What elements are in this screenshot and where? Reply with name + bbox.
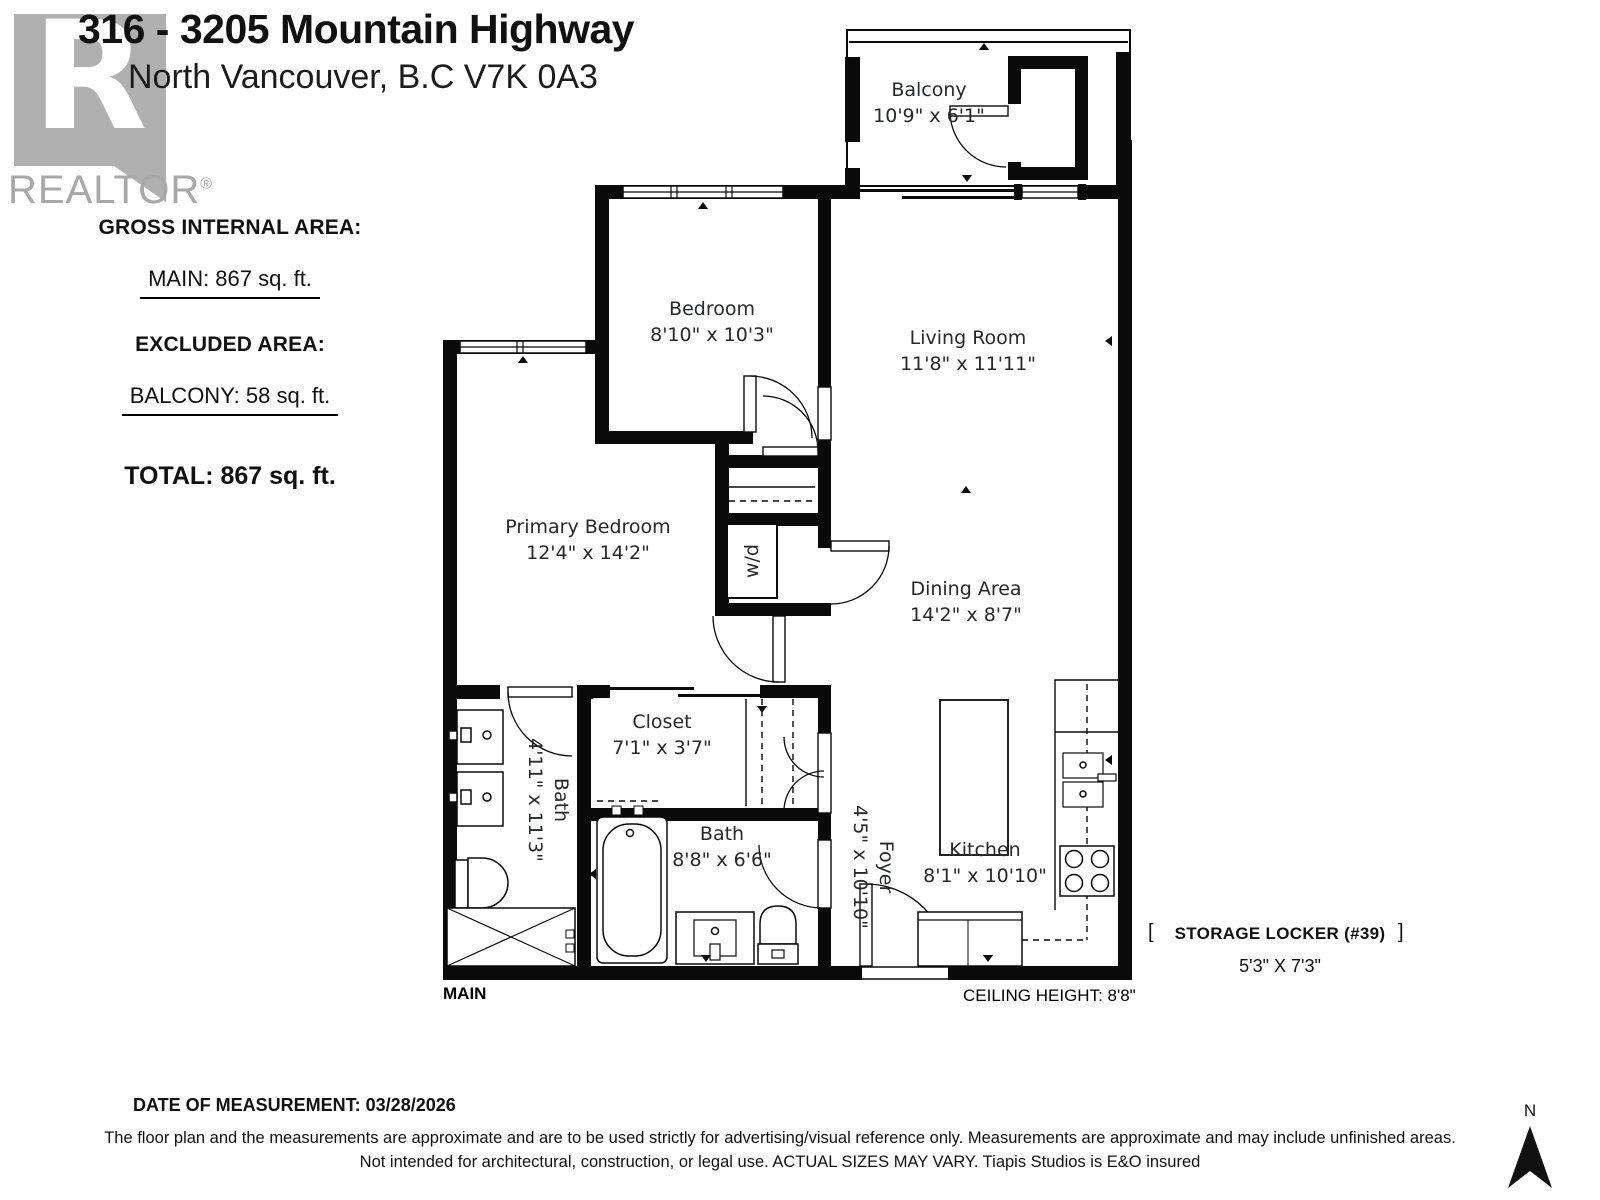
room-label-bedroom: Bedroom 8'10" x 10'3" — [650, 297, 774, 346]
room-label-kitchen: Kitchen 8'1" x 10'10" — [923, 838, 1047, 887]
disclaimer-line-1: The floor plan and the measurements are approximate and are to be used strictly for advertising/visual reference only. Measurements are approximate and may include unfinished areas. — [104, 1129, 1456, 1147]
area-summary — [70, 216, 390, 491]
page-subtitle: North Vancouver, B.C V7K 0A3 — [128, 58, 598, 96]
realtor-logo-letter: R — [32, 0, 148, 164]
room-label-ensuite-bath: Bath 4'11" x 11'3" — [524, 738, 573, 862]
date-of-measurement: DATE OF MEASUREMENT: 03/28/2026 — [133, 1095, 456, 1115]
level-label: MAIN — [443, 984, 487, 1003]
storage-locker-bracket-close: ] — [1398, 921, 1404, 943]
sliding-door-balcony — [846, 189, 1020, 199]
page-title: 316 - 3205 Mountain Highway — [78, 6, 635, 52]
storage-locker-dims: 5'3" X 7'3" — [1239, 956, 1321, 976]
room-label-closet: Closet 7'1" x 3'7" — [612, 710, 712, 759]
washer-dryer-label: w/d — [740, 543, 763, 579]
gross-area-label: GROSS INTERNAL AREA: — [98, 216, 362, 239]
disclaimer-line-2: Not intended for architectural, construction, or legal use. ACTUAL SIZES MAY VARY. Tiapis Studios is E&O insured — [359, 1153, 1201, 1171]
ceiling-height-note: CEILING HEIGHT: 8'8" — [963, 986, 1136, 1005]
room-label-balcony: Balcony 10'9" x 6'1" — [873, 78, 985, 127]
main-area-value: MAIN: 867 sq. ft. — [140, 266, 320, 299]
total-area-value: TOTAL: 867 sq. ft. — [124, 462, 336, 490]
excluded-area-label: EXCLUDED AREA: — [135, 333, 325, 356]
room-label-dining-area: Dining Area 14'2" x 8'7" — [910, 577, 1022, 626]
room-label-foyer: Foyer 4'5" x 10'10" — [849, 805, 898, 929]
room-label-primary-bedroom: Primary Bedroom 12'4" x 14'2" — [505, 515, 671, 564]
compass-north-label: N — [1523, 1101, 1537, 1120]
room-label-bath: Bath 8'8" x 6'6" — [672, 822, 772, 871]
registered-mark: ® — [200, 175, 214, 193]
balcony-area-value: BALCONY: 58 sq. ft. — [122, 383, 339, 416]
realtor-logo-wordmark: REALTOR® — [8, 168, 214, 212]
storage-locker-label: STORAGE LOCKER (#39) — [1174, 924, 1386, 943]
room-label-living-room: Living Room 11'8" x 11'11" — [900, 326, 1036, 375]
storage-locker-bracket-open: [ — [1148, 921, 1154, 943]
